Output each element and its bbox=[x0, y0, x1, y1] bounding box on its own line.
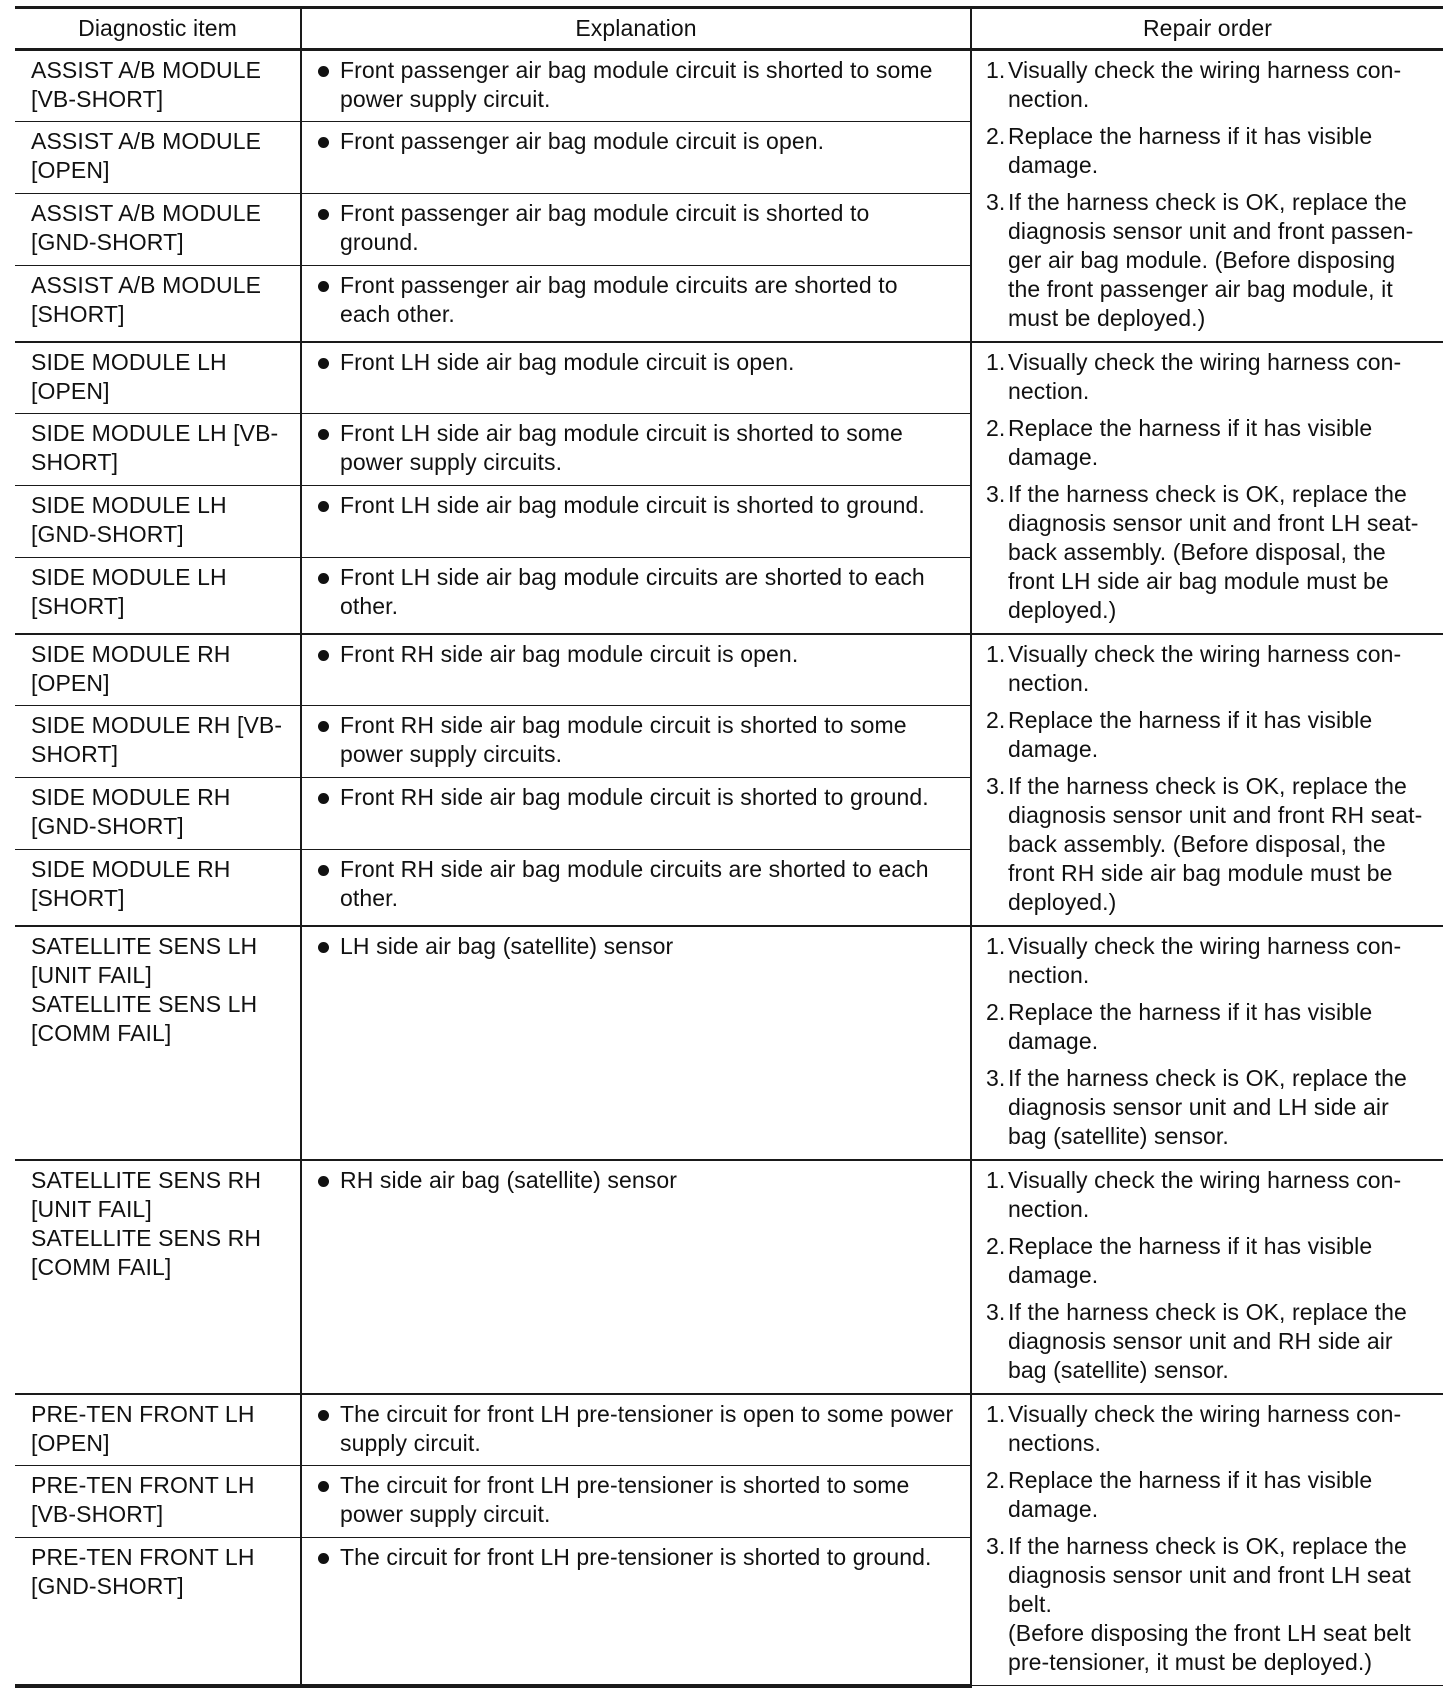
explanation-line: Front passenger air bag module circuit is open. bbox=[340, 128, 825, 155]
diagnostic-table bbox=[15, 6, 1443, 1688]
repair-step-text bbox=[1008, 772, 1435, 917]
repair-step-number: 1. bbox=[986, 641, 1006, 667]
explanation-cell bbox=[301, 486, 971, 558]
repair-order-cell bbox=[971, 342, 1443, 634]
explanation-text bbox=[340, 783, 929, 812]
explanation-cell bbox=[301, 1466, 971, 1538]
explanation-text bbox=[340, 932, 673, 961]
bullet-dot-icon bbox=[316, 1471, 340, 1500]
diagnostic-item-line: [SHORT] bbox=[31, 885, 125, 912]
repair-step-line: diagnosis sensor unit and front LH seat- bbox=[1008, 510, 1419, 536]
explanation-bullet bbox=[316, 640, 960, 669]
repair-step bbox=[986, 1064, 1435, 1151]
repair-step-line: bag (satellite) sensor. bbox=[1008, 1357, 1229, 1383]
diagnostic-item-line: SATELLITE SENS LH bbox=[31, 933, 258, 959]
repair-step-line: ger air bag module. (Before disposing bbox=[1008, 247, 1396, 273]
diagnostic-item-line: ASSIST A/B MODULE bbox=[31, 128, 262, 155]
explanation-bullet bbox=[316, 855, 960, 913]
repair-step-number: 3. bbox=[986, 773, 1006, 799]
header-repair-order: Repair order bbox=[971, 8, 1443, 50]
table-row bbox=[15, 634, 1443, 706]
explanation-line: each other. bbox=[340, 301, 455, 328]
repair-step bbox=[986, 1466, 1435, 1524]
table-row bbox=[15, 342, 1443, 414]
repair-step-line: Visually check the wiring harness con- bbox=[1008, 933, 1402, 959]
repair-step bbox=[986, 1298, 1435, 1385]
repair-step-line: must be deployed.) bbox=[1008, 305, 1206, 331]
explanation-text bbox=[340, 855, 929, 913]
repair-step-number: 2. bbox=[986, 123, 1006, 149]
explanation-line: Front RH side air bag module circuit is shorted to ground. bbox=[340, 784, 929, 811]
diagnostic-item-line: [SHORT] bbox=[31, 593, 125, 620]
bullet-dot-icon bbox=[316, 932, 340, 961]
repair-step-line: pre-tensioner, it must be deployed.) bbox=[1008, 1649, 1373, 1675]
repair-step-line: nection. bbox=[1008, 378, 1090, 404]
repair-step bbox=[986, 188, 1435, 333]
explanation-line: other. bbox=[340, 885, 399, 912]
explanation-cell bbox=[301, 122, 971, 194]
explanation-line: The circuit for front LH pre-tensioner is shorted to some bbox=[340, 1472, 910, 1499]
repair-step-number: 2. bbox=[986, 415, 1006, 441]
table-row bbox=[15, 50, 1443, 122]
explanation-line: Front LH side air bag module circuit is shorted to some bbox=[340, 420, 903, 447]
repair-step-line: Visually check the wiring harness con- bbox=[1008, 349, 1402, 375]
explanation-cell bbox=[301, 194, 971, 266]
diagnostic-item-cell bbox=[15, 706, 301, 778]
diagnostic-item-line: ASSIST A/B MODULE bbox=[31, 200, 262, 227]
explanation-bullet bbox=[316, 419, 960, 477]
explanation-bullet bbox=[316, 56, 960, 114]
diagnostic-item-line: SATELLITE SENS LH bbox=[31, 991, 258, 1017]
repair-step bbox=[986, 122, 1435, 180]
repair-step-text bbox=[1008, 1166, 1435, 1224]
explanation-line: Front passenger air bag module circuits are shorted to bbox=[340, 272, 898, 299]
repair-step-line: Visually check the wiring harness con- bbox=[1008, 641, 1402, 667]
repair-step-text bbox=[1008, 640, 1435, 698]
repair-step bbox=[986, 1532, 1435, 1677]
repair-step bbox=[986, 56, 1435, 114]
repair-step-line: nection. bbox=[1008, 1196, 1090, 1222]
repair-step-number: 1. bbox=[986, 57, 1006, 83]
explanation-cell bbox=[301, 778, 971, 850]
explanation-bullet bbox=[316, 1471, 960, 1529]
repair-order-cell bbox=[971, 634, 1443, 926]
explanation-cell bbox=[301, 50, 971, 122]
explanation-line: power supply circuits. bbox=[340, 449, 563, 476]
repair-step-line: (Before disposing the front LH seat belt bbox=[1008, 1620, 1411, 1646]
repair-step-line: diagnosis sensor unit and RH side air bbox=[1008, 1328, 1393, 1354]
diagnostic-item-cell bbox=[15, 486, 301, 558]
repair-step-text bbox=[1008, 188, 1435, 333]
explanation-text bbox=[340, 640, 798, 669]
repair-step-line: Replace the harness if it has visible bbox=[1008, 415, 1373, 441]
repair-step-line: If the harness check is OK, replace the bbox=[1008, 481, 1407, 507]
repair-step-number: 3. bbox=[986, 1299, 1006, 1325]
explanation-text bbox=[340, 56, 932, 114]
repair-step bbox=[986, 640, 1435, 698]
repair-step-text bbox=[1008, 932, 1435, 990]
bullet-dot-icon bbox=[316, 1166, 340, 1195]
diagnostic-item-line: [OPEN] bbox=[31, 378, 110, 404]
diagnostic-item-cell bbox=[15, 1466, 301, 1538]
explanation-cell bbox=[301, 342, 971, 414]
repair-step-line: diagnosis sensor unit and front LH seat bbox=[1008, 1562, 1411, 1588]
diagnostic-item-cell bbox=[15, 558, 301, 634]
repair-step-text bbox=[1008, 56, 1435, 114]
diagnostic-item-line: [COMM FAIL] bbox=[31, 1254, 172, 1280]
repair-order-cell bbox=[971, 1394, 1443, 1686]
explanation-line: power supply circuits. bbox=[340, 741, 563, 768]
diagnostic-item-line: [GND-SHORT] bbox=[31, 229, 184, 256]
repair-step-number: 3. bbox=[986, 189, 1006, 215]
explanation-bullet bbox=[316, 932, 960, 961]
diagnostic-item-line: [GND-SHORT] bbox=[31, 521, 184, 548]
repair-step-line: Replace the harness if it has visible bbox=[1008, 123, 1373, 149]
diagnostic-item-line: [VB-SHORT] bbox=[31, 1501, 164, 1528]
repair-step-line: If the harness check is OK, replace the bbox=[1008, 1533, 1407, 1559]
explanation-line: Front RH side air bag module circuit is open. bbox=[340, 641, 799, 667]
repair-step-line: damage. bbox=[1008, 444, 1099, 470]
repair-step-line: back assembly. (Before disposal, the bbox=[1008, 831, 1386, 857]
diagnostic-item-line: ASSIST A/B MODULE bbox=[31, 272, 262, 299]
diagnostic-item-cell bbox=[15, 194, 301, 266]
repair-step bbox=[986, 706, 1435, 764]
diagnostic-item-line: ASSIST A/B MODULE bbox=[31, 57, 262, 83]
diagnostic-item-cell bbox=[15, 1160, 301, 1394]
repair-order-cell bbox=[971, 926, 1443, 1160]
explanation-text bbox=[340, 491, 925, 520]
header-diagnostic-item: Diagnostic item bbox=[15, 8, 301, 50]
repair-step-number: 3. bbox=[986, 481, 1006, 507]
repair-step-line: Visually check the wiring harness con- bbox=[1008, 1401, 1402, 1427]
explanation-cell bbox=[301, 558, 971, 634]
explanation-bullet bbox=[316, 491, 960, 520]
explanation-text bbox=[340, 419, 903, 477]
explanation-bullet bbox=[316, 563, 960, 621]
explanation-bullet bbox=[316, 127, 960, 156]
explanation-bullet bbox=[316, 1543, 960, 1572]
explanation-cell bbox=[301, 1538, 971, 1686]
diagnostic-item-line: SHORT] bbox=[31, 741, 119, 768]
bullet-dot-icon bbox=[316, 199, 340, 228]
explanation-text bbox=[340, 127, 824, 156]
repair-step-line: nection. bbox=[1008, 86, 1090, 112]
repair-step-line: damage. bbox=[1008, 1262, 1099, 1288]
explanation-bullet bbox=[316, 1166, 960, 1195]
explanation-bullet bbox=[316, 199, 960, 257]
repair-step-line: Replace the harness if it has visible bbox=[1008, 1233, 1373, 1259]
table-body bbox=[15, 50, 1443, 1686]
bullet-dot-icon bbox=[316, 419, 340, 448]
explanation-text bbox=[340, 711, 907, 769]
repair-order-cell bbox=[971, 1160, 1443, 1394]
repair-step bbox=[986, 480, 1435, 625]
repair-step-line: deployed.) bbox=[1008, 597, 1117, 623]
repair-step-line: damage. bbox=[1008, 736, 1099, 762]
explanation-cell bbox=[301, 266, 971, 342]
repair-step-line: back assembly. (Before disposal, the bbox=[1008, 539, 1386, 565]
repair-step bbox=[986, 348, 1435, 406]
repair-step bbox=[986, 1400, 1435, 1458]
repair-step-number: 2. bbox=[986, 999, 1006, 1025]
diagnostic-item-line: [OPEN] bbox=[31, 157, 110, 184]
bullet-dot-icon bbox=[316, 711, 340, 740]
explanation-cell bbox=[301, 1394, 971, 1466]
explanation-line: Front RH side air bag module circuit is shorted to some bbox=[340, 712, 907, 739]
diagnostic-item-line: [GND-SHORT] bbox=[31, 813, 184, 840]
diagnostic-item-line: SIDE MODULE RH bbox=[31, 641, 231, 667]
diagnostic-item-cell bbox=[15, 1394, 301, 1466]
explanation-line: RH side air bag (satellite) sensor bbox=[340, 1167, 678, 1193]
diagnostic-item-line: SIDE MODULE RH bbox=[31, 856, 231, 883]
repair-step-line: Replace the harness if it has visible bbox=[1008, 999, 1373, 1025]
diagnostic-item-cell bbox=[15, 850, 301, 926]
repair-step-line: front LH side air bag module must be bbox=[1008, 568, 1389, 594]
table-header-row bbox=[15, 8, 1443, 50]
repair-step-number: 2. bbox=[986, 1467, 1006, 1493]
diagnostic-item-cell bbox=[15, 634, 301, 706]
explanation-cell bbox=[301, 634, 971, 706]
repair-step-line: If the harness check is OK, replace the bbox=[1008, 189, 1407, 215]
repair-step-line: belt. bbox=[1008, 1591, 1052, 1617]
explanation-text bbox=[340, 1166, 677, 1195]
explanation-line: power supply circuit. bbox=[340, 1501, 551, 1528]
repair-step-number: 3. bbox=[986, 1065, 1006, 1091]
explanation-cell bbox=[301, 850, 971, 926]
diagnostic-item-line: PRE-TEN FRONT LH bbox=[31, 1544, 255, 1571]
explanation-line: Front LH side air bag module circuit is open. bbox=[340, 349, 795, 375]
diagnostic-item-cell bbox=[15, 342, 301, 414]
diagnostic-item-line: [COMM FAIL] bbox=[31, 1020, 172, 1046]
diagnostic-item-cell bbox=[15, 122, 301, 194]
repair-step-text bbox=[1008, 480, 1435, 625]
repair-step bbox=[986, 998, 1435, 1056]
explanation-text bbox=[340, 1543, 932, 1572]
explanation-text bbox=[340, 1400, 953, 1458]
header-explanation: Explanation bbox=[301, 8, 971, 50]
diagnostic-item-line: SATELLITE SENS RH bbox=[31, 1225, 262, 1251]
diagnostic-item-cell bbox=[15, 414, 301, 486]
explanation-line: other. bbox=[340, 593, 399, 620]
explanation-bullet bbox=[316, 783, 960, 812]
repair-step-line: Visually check the wiring harness con- bbox=[1008, 57, 1402, 83]
repair-step-line: damage. bbox=[1008, 1028, 1099, 1054]
repair-step-line: diagnosis sensor unit and front RH seat- bbox=[1008, 802, 1423, 828]
explanation-line: The circuit for front LH pre-tensioner is shorted to ground. bbox=[340, 1544, 932, 1571]
explanation-line: The circuit for front LH pre-tensioner is open to some power bbox=[340, 1401, 954, 1427]
repair-step-text bbox=[1008, 706, 1435, 764]
repair-step-line: nection. bbox=[1008, 962, 1090, 988]
repair-step-number: 1. bbox=[986, 933, 1006, 959]
explanation-bullet bbox=[316, 1400, 960, 1458]
diagnostic-item-line: SATELLITE SENS RH bbox=[31, 1167, 262, 1193]
bullet-dot-icon bbox=[316, 783, 340, 812]
explanation-line: power supply circuit. bbox=[340, 86, 551, 112]
repair-step-text bbox=[1008, 1400, 1435, 1458]
diagnostic-item-line: SIDE MODULE LH [VB- bbox=[31, 420, 279, 447]
diagnostic-item-line: [VB-SHORT] bbox=[31, 86, 164, 112]
repair-step-line: If the harness check is OK, replace the bbox=[1008, 1065, 1407, 1091]
diagnostic-item-line: SIDE MODULE LH bbox=[31, 492, 227, 519]
repair-step bbox=[986, 772, 1435, 917]
explanation-text bbox=[340, 348, 795, 377]
repair-step-number: 1. bbox=[986, 1401, 1006, 1427]
explanation-bullet bbox=[316, 711, 960, 769]
explanation-line: supply circuit. bbox=[340, 1430, 481, 1456]
repair-step-text bbox=[1008, 1532, 1435, 1677]
diagnostic-item-line: SIDE MODULE RH bbox=[31, 784, 231, 811]
repair-step-text bbox=[1008, 1064, 1435, 1151]
explanation-bullet bbox=[316, 348, 960, 377]
explanation-text bbox=[340, 563, 925, 621]
explanation-cell bbox=[301, 1160, 971, 1394]
repair-step-number: 2. bbox=[986, 1233, 1006, 1259]
explanation-bullet bbox=[316, 271, 960, 329]
diagnostic-item-line: SIDE MODULE LH bbox=[31, 564, 227, 591]
repair-step-number: 1. bbox=[986, 1167, 1006, 1193]
repair-step-line: If the harness check is OK, replace the bbox=[1008, 1299, 1407, 1325]
diagnostic-item-line: [UNIT FAIL] bbox=[31, 1196, 152, 1222]
diagnostic-item-line: [OPEN] bbox=[31, 1430, 110, 1456]
explanation-line: Front LH side air bag module circuits are shorted to each bbox=[340, 564, 925, 591]
repair-step bbox=[986, 1166, 1435, 1224]
explanation-cell bbox=[301, 926, 971, 1160]
explanation-line: ground. bbox=[340, 229, 419, 256]
repair-step bbox=[986, 414, 1435, 472]
table-row bbox=[15, 1394, 1443, 1466]
repair-step-line: front RH side air bag module must be bbox=[1008, 860, 1393, 886]
repair-step-line: deployed.) bbox=[1008, 889, 1117, 915]
repair-step-line: diagnosis sensor unit and LH side air bbox=[1008, 1094, 1389, 1120]
bullet-dot-icon bbox=[316, 271, 340, 300]
explanation-line: LH side air bag (satellite) sensor bbox=[340, 933, 674, 959]
repair-step-line: Visually check the wiring harness con- bbox=[1008, 1167, 1402, 1193]
table-row bbox=[15, 926, 1443, 1160]
bullet-dot-icon bbox=[316, 348, 340, 377]
repair-step bbox=[986, 1232, 1435, 1290]
bullet-dot-icon bbox=[316, 1543, 340, 1572]
repair-step-line: diagnosis sensor unit and front passen- bbox=[1008, 218, 1414, 244]
diagnostic-item-line: PRE-TEN FRONT LH bbox=[31, 1401, 255, 1427]
diagnostic-item-line: SIDE MODULE RH [VB- bbox=[31, 712, 283, 739]
diagnostic-item-line: [UNIT FAIL] bbox=[31, 962, 152, 988]
diagnostic-item-line: [GND-SHORT] bbox=[31, 1573, 184, 1600]
explanation-line: Front RH side air bag module circuits are shorted to each bbox=[340, 856, 929, 883]
repair-step-text bbox=[1008, 1466, 1435, 1524]
repair-step-number: 3. bbox=[986, 1533, 1006, 1559]
repair-step-line: bag (satellite) sensor. bbox=[1008, 1123, 1229, 1149]
repair-step-line: If the harness check is OK, replace the bbox=[1008, 773, 1407, 799]
repair-step-text bbox=[1008, 998, 1435, 1056]
repair-step bbox=[986, 932, 1435, 990]
repair-step-number: 2. bbox=[986, 707, 1006, 733]
repair-step-text bbox=[1008, 348, 1435, 406]
repair-step-line: damage. bbox=[1008, 152, 1099, 178]
repair-step-line: the front passenger air bag module, it bbox=[1008, 276, 1393, 302]
explanation-text bbox=[340, 271, 898, 329]
explanation-text bbox=[340, 1471, 909, 1529]
bullet-dot-icon bbox=[316, 563, 340, 592]
diagnostic-item-line: [OPEN] bbox=[31, 670, 110, 696]
repair-step-line: nections. bbox=[1008, 1430, 1101, 1456]
bullet-dot-icon bbox=[316, 640, 340, 669]
repair-step-line: Replace the harness if it has visible bbox=[1008, 707, 1373, 733]
repair-step-line: Replace the harness if it has visible bbox=[1008, 1467, 1373, 1493]
explanation-line: Front passenger air bag module circuit is shorted to some bbox=[340, 57, 933, 83]
diagnostic-item-cell bbox=[15, 266, 301, 342]
bullet-dot-icon bbox=[316, 491, 340, 520]
diagnostic-item-cell bbox=[15, 1538, 301, 1686]
diagnostic-item-cell bbox=[15, 926, 301, 1160]
bullet-dot-icon bbox=[316, 56, 340, 85]
bullet-dot-icon bbox=[316, 855, 340, 884]
diagnostic-item-line: SHORT] bbox=[31, 449, 119, 476]
repair-order-cell bbox=[971, 50, 1443, 343]
diagnostic-item-cell bbox=[15, 50, 301, 122]
bullet-dot-icon bbox=[316, 1400, 340, 1429]
repair-step-line: damage. bbox=[1008, 1496, 1099, 1522]
repair-step-line: nection. bbox=[1008, 670, 1090, 696]
repair-step-number: 1. bbox=[986, 349, 1006, 375]
repair-step-text bbox=[1008, 122, 1435, 180]
table-row bbox=[15, 1160, 1443, 1394]
explanation-text bbox=[340, 199, 869, 257]
explanation-line: Front passenger air bag module circuit is shorted to bbox=[340, 200, 870, 227]
explanation-cell bbox=[301, 706, 971, 778]
diagnostic-item-line: [SHORT] bbox=[31, 301, 125, 328]
bullet-dot-icon bbox=[316, 127, 340, 156]
explanation-line: Front LH side air bag module circuit is shorted to ground. bbox=[340, 492, 925, 519]
diagnostic-item-line: PRE-TEN FRONT LH bbox=[31, 1472, 255, 1499]
repair-step-text bbox=[1008, 1232, 1435, 1290]
diagnostic-item-line: SIDE MODULE LH bbox=[31, 349, 227, 375]
diagnostic-item-cell bbox=[15, 778, 301, 850]
explanation-cell bbox=[301, 414, 971, 486]
repair-step-text bbox=[1008, 1298, 1435, 1385]
repair-step-text bbox=[1008, 414, 1435, 472]
